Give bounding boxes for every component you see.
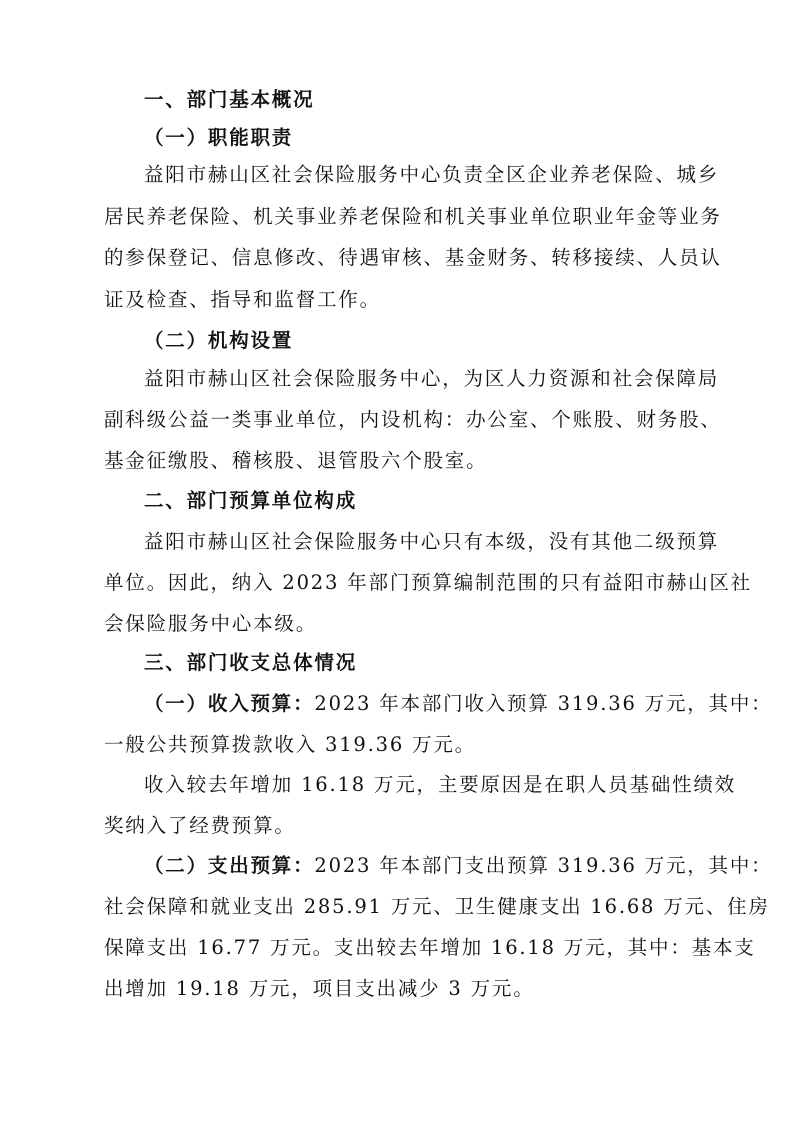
section1-sub1-heading: （一）职能职责 <box>144 126 294 149</box>
income-budget-line <box>144 690 773 718</box>
expense-budget-line <box>144 852 773 880</box>
section2-heading: 二、部门预算单位构成 <box>144 489 358 512</box>
paragraph-line: 证及检查、指导和监督工作。 <box>104 288 381 311</box>
paragraph-line: 益阳市赫山区社会保险服务中心只有本级，没有其他二级预算 <box>144 530 720 553</box>
income-text: 2023 年本部门收入预算 319.36 万元，其中： <box>314 692 773 715</box>
expense-text: 2023 年本部门支出预算 319.36 万元，其中： <box>314 854 773 877</box>
expense-label: （二）支出预算： <box>144 854 315 877</box>
paragraph-line: 基金征缴股、稽核股、退管股六个股室。 <box>104 449 488 472</box>
paragraph-line: 保障支出 16.77 万元。支出较去年增加 16.18 万元，其中：基本支 <box>104 936 756 959</box>
paragraph-line: 出增加 19.18 万元，项目支出减少 3 万元。 <box>104 977 535 1000</box>
paragraph-line: 会保险服务中心本级。 <box>104 612 318 635</box>
paragraph-line: 居民养老保险、机关事业养老保险和机关事业单位职业年金等业务 <box>104 205 722 228</box>
paragraph-line: 益阳市赫山区社会保险服务中心，为区人力资源和社会保障局 <box>144 367 720 390</box>
paragraph-line: 奖纳入了经费预算。 <box>104 814 296 837</box>
income-label: （一）收入预算： <box>144 692 315 715</box>
section3-heading: 三、部门收支总体情况 <box>144 651 358 674</box>
paragraph-line: 益阳市赫山区社会保险服务中心负责全区企业养老保险、城乡 <box>144 163 720 186</box>
paragraph-line: 社会保障和就业支出 285.91 万元、卫生健康支出 16.68 万元、住房 <box>104 895 770 918</box>
paragraph-line: 副科级公益一类事业单位，内设机构：办公室、个账股、财务股、 <box>104 408 722 431</box>
paragraph-line: 一般公共预算拨款收入 319.36 万元。 <box>104 733 476 756</box>
paragraph-line: 单位。因此，纳入 2023 年部门预算编制范围的只有益阳市赫山区社 <box>104 571 752 594</box>
paragraph-line: 的参保登记、信息修改、待遇审核、基金财务、转移接续、人员认 <box>104 246 722 269</box>
section1-sub2-heading: （二）机构设置 <box>144 329 294 352</box>
section1-heading: 一、部门基本概况 <box>144 88 315 111</box>
paragraph-line: 收入较去年增加 16.18 万元，主要原因是在职人员基础性绩效 <box>144 773 737 796</box>
